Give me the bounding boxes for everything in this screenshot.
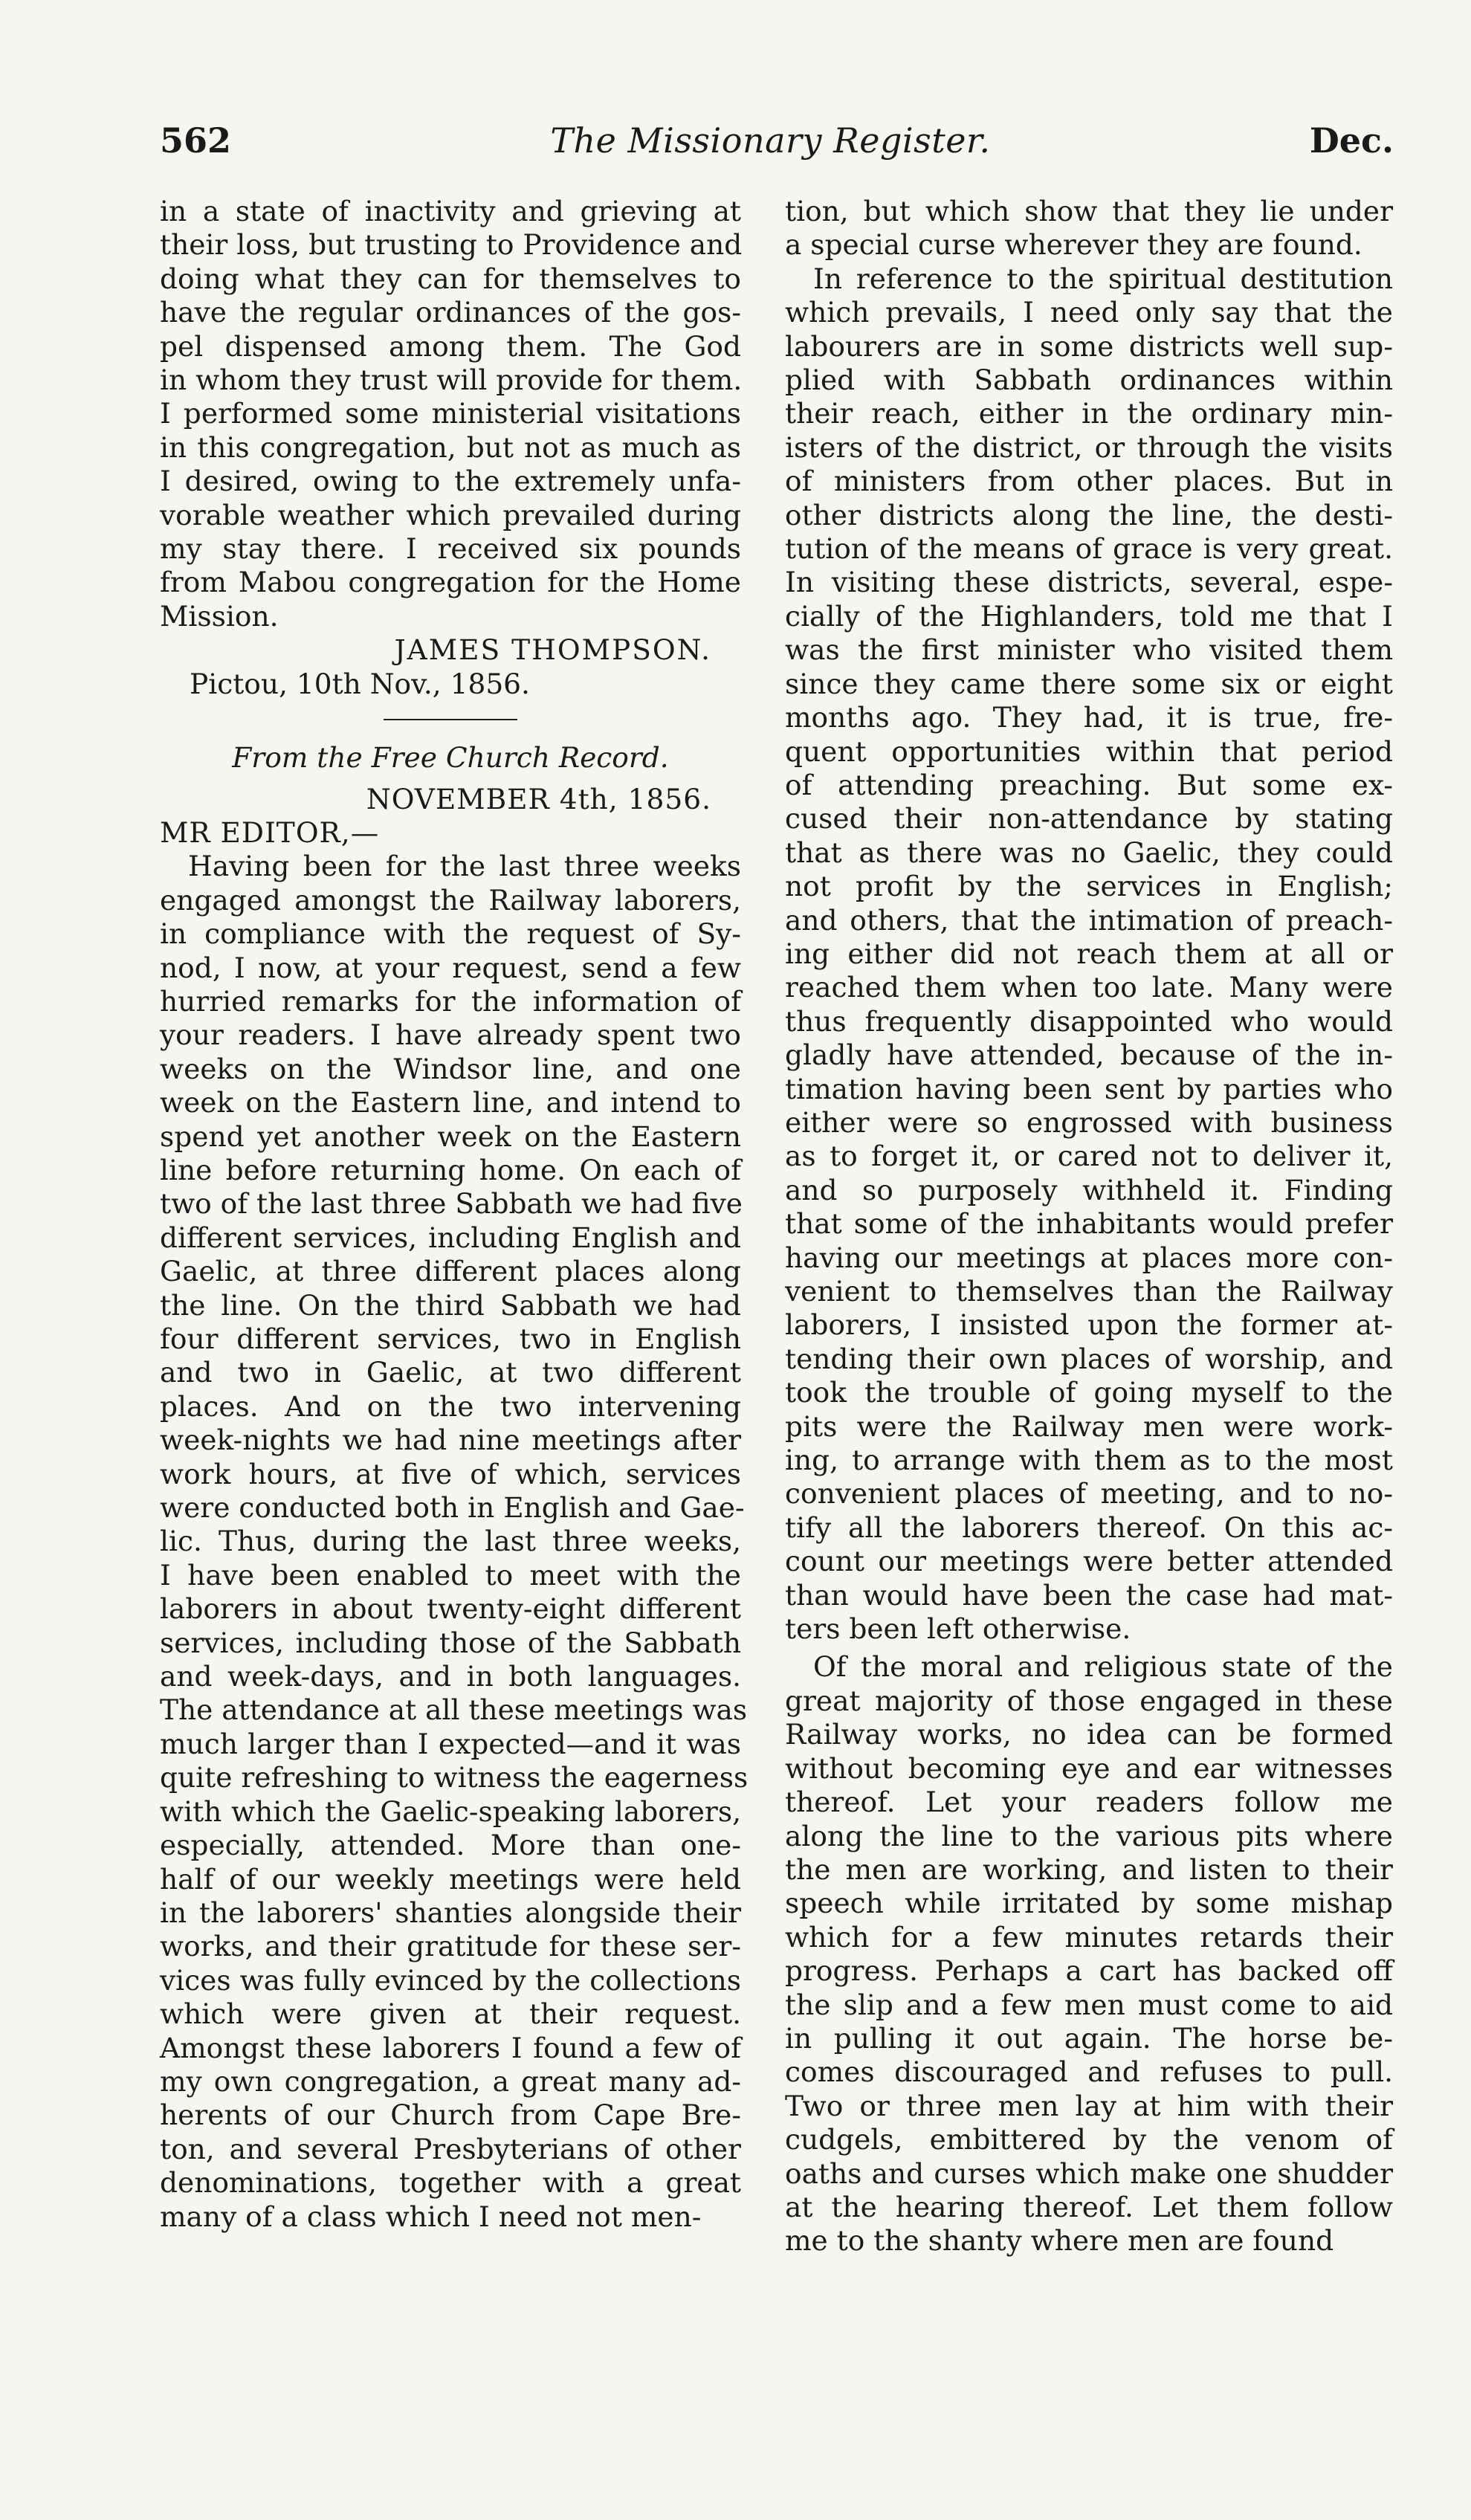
text-line: engaged amongst the Railway laborers, xyxy=(160,883,741,917)
text-line: quent opportunities within that period xyxy=(785,734,1393,768)
text-line: Having been for the last three weeks xyxy=(188,850,741,883)
signature-text: JAMES THOMPSON. xyxy=(394,633,711,667)
text-line: cused their non-attendance by stating xyxy=(785,802,1393,836)
text-line: comes discouraged and refuses to pull. xyxy=(785,2055,1393,2089)
text-line: nod, I now, at your request, send a few xyxy=(160,951,741,984)
text-line: convenient places of meeting, and to no- xyxy=(785,1477,1393,1511)
text-line: tion, but which show that they lie under xyxy=(785,195,1393,227)
text-line: I desired, owing to the extremely unfa- xyxy=(160,465,741,498)
text-line: Railway works, no idea can be formed xyxy=(785,1718,1393,1751)
text-line: ing either did not reach them at all or xyxy=(785,937,1393,970)
text-line: progress. Perhaps a cart has backed off xyxy=(785,1954,1393,1988)
running-head xyxy=(160,120,1394,172)
text-line: and others, that the intimation of preach- xyxy=(785,903,1393,937)
text-line: work hours, at five of which, services xyxy=(160,1457,741,1490)
text-line: cially of the Highlanders, told me that I xyxy=(785,599,1393,633)
text-line: labourers are in some districts well sup- xyxy=(785,329,1393,363)
text-line: services, including those of the Sabbath xyxy=(160,1626,741,1659)
text-line: their reach, either in the ordinary min- xyxy=(785,397,1393,430)
text-line: in the laborers' shanties alongside their xyxy=(160,1896,741,1929)
text-line: isters of the district, or through the visits xyxy=(785,430,1393,464)
signature xyxy=(160,633,741,667)
text-line: was the first minister who visited them xyxy=(785,633,1393,667)
intro-paragraph xyxy=(160,195,741,633)
moral-state-paragraph xyxy=(785,1650,1393,2258)
text-line: in whom they trust will provide for them. xyxy=(160,364,743,397)
text-line: laborers, I insisted upon the former at- xyxy=(785,1308,1393,1342)
text-line: in a state of inactivity and grieving at xyxy=(160,195,741,227)
text-line: not profit by the services in English; xyxy=(785,870,1393,903)
text-line: along the line to the various pits where xyxy=(785,1819,1393,1852)
dateline: NOVEMBER 4th, 1856. xyxy=(366,782,711,815)
text-line: other districts along the line, the desti- xyxy=(785,498,1393,532)
text-line: denominations, together with a great xyxy=(160,2166,741,2200)
text-line: my stay there. I received six pounds xyxy=(160,532,741,566)
text-line: laborers in about twenty-eight different xyxy=(160,1592,741,1626)
text-line: reached them when too late. Many were xyxy=(785,971,1393,1004)
text-line: at the hearing thereof. Let them follow xyxy=(785,2190,1393,2223)
text-line: have the regular ordinances of the gos- xyxy=(160,296,741,329)
left-column xyxy=(160,195,749,2234)
text-line: without becoming eye and ear witnesses xyxy=(785,1751,1393,1785)
text-line: took the trouble of going myself to the xyxy=(785,1376,1393,1409)
text-line: that as there was no Gaelic, they could xyxy=(785,836,1393,869)
right-column xyxy=(785,195,1393,2258)
text-line: which prevails, I need only say that the xyxy=(785,296,1393,329)
text-line: which for a few minutes retards their xyxy=(785,1920,1393,1954)
text-line: my own congregation, a great many ad- xyxy=(160,2064,741,2098)
text-line: hurried remarks for the information of xyxy=(160,984,741,1018)
journal-title: The Missionary Register. xyxy=(550,120,991,161)
text-line: and so purposely withheld it. Finding xyxy=(785,1173,1393,1206)
text-line: spend yet another week on the Eastern xyxy=(160,1120,741,1153)
text-line: plied with Sabbath ordinances within xyxy=(785,364,1393,397)
place-date: Pictou, 10th Nov., 1856. xyxy=(190,667,530,700)
text-line: count our meetings were better attended xyxy=(785,1545,1393,1578)
text-line: herents of our Church from Cape Bre- xyxy=(160,2099,741,2132)
text-line: thereof. Let your readers follow me xyxy=(785,1786,1393,1819)
text-line: me to the shanty where men are found xyxy=(785,2224,1334,2258)
text-line: in this congregation, but not as much as xyxy=(160,430,741,464)
text-line: vorable weather which prevailed during xyxy=(160,498,741,532)
text-line: week-nights we had nine meetings after xyxy=(160,1424,741,1457)
text-line: their loss, but trusting to Providence and xyxy=(160,228,743,262)
text-line: thus frequently disappointed who would xyxy=(785,1004,1393,1038)
text-line: the slip and a few men must come to aid xyxy=(785,1988,1393,2021)
text-line: gladly have attended, because of the in- xyxy=(785,1038,1393,1072)
text-line: months ago. They had, it is true, fre- xyxy=(785,701,1393,734)
text-line: in pulling it out again. The horse be- xyxy=(785,2021,1393,2055)
text-line: In reference to the spiritual destitution xyxy=(813,262,1393,295)
text-line: cudgels, embittered by the venom of xyxy=(785,2123,1393,2156)
text-line: week on the Eastern line, and intend to xyxy=(160,1086,741,1120)
text-line: tify all the laborers thereof. On this ac- xyxy=(785,1511,1393,1544)
text-line: that some of the inhabitants would prefer xyxy=(785,1207,1393,1241)
text-line: four different services, two in English xyxy=(160,1322,741,1355)
text-line: oaths and curses which make one shudder xyxy=(785,2156,1393,2190)
text-line: speech while irritated by some mishap xyxy=(785,1887,1393,1920)
text-line: lic. Thus, during the last three weeks, xyxy=(160,1525,741,1558)
text-line: works, and their gratitude for these ser- xyxy=(160,1930,741,1963)
text-line: much larger than I expected—and it was xyxy=(160,1727,741,1760)
text-line: ters been left otherwise. xyxy=(785,1612,1131,1646)
text-line: tending their own places of worship, and xyxy=(785,1342,1393,1375)
text-line: The attendance at all these meetings was xyxy=(160,1693,748,1727)
text-line: Amongst these laborers I found a few of xyxy=(160,2031,741,2064)
text-line: great majority of those engaged in these xyxy=(785,1684,1393,1717)
page-number: 562 xyxy=(160,120,232,161)
text-line: ton, and several Presbyterians of other xyxy=(160,2132,741,2165)
text-line: ing, to arrange with them as to the most xyxy=(785,1444,1393,1477)
text-line: weeks on the Windsor line, and one xyxy=(160,1052,741,1085)
text-line: as to forget it, or cared not to deliver it, xyxy=(785,1140,1393,1173)
text-line: I performed some ministerial visitations xyxy=(160,397,741,430)
text-line: quite refreshing to witness the eagerness xyxy=(160,1761,749,1794)
text-line: especially, attended. More than one- xyxy=(160,1829,741,1862)
text-line: either were so engrossed with business xyxy=(785,1105,1393,1139)
text-line: the men are working, and listen to their xyxy=(785,1852,1393,1886)
text-line: with which the Gaelic-speaking laborers, xyxy=(160,1794,741,1828)
text-line: two of the last three Sabbath we had five xyxy=(160,1187,743,1221)
text-line: from Mabou congregation for the Home xyxy=(160,566,741,599)
issue-month: Dec. xyxy=(1309,120,1394,161)
text-line: your readers. I have already spent two xyxy=(160,1018,741,1052)
text-line: line before returning home. On each of xyxy=(160,1153,741,1186)
text-line: I have been enabled to meet with the xyxy=(160,1558,741,1592)
text-line: a special curse wherever they are found. xyxy=(785,228,1362,262)
text-line: since they came there some six or eight xyxy=(785,667,1393,700)
text-line: Two or three men lay at him with their xyxy=(785,2089,1393,2122)
text-line: having our meetings at places more con- xyxy=(785,1241,1393,1274)
text-line: half of our weekly meetings were held xyxy=(160,1862,741,1896)
text-line: were conducted both in English and Gae- xyxy=(160,1491,745,1525)
text-line: In visiting these districts, several, espe- xyxy=(785,566,1393,599)
text-line: in compliance with the request of Sy- xyxy=(160,917,741,951)
text-line: venient to themselves than the Railway xyxy=(785,1275,1393,1308)
text-line: doing what they can for themselves to xyxy=(160,262,741,295)
text-line: of attending preaching. But some ex- xyxy=(785,768,1393,801)
destitution-paragraph xyxy=(785,262,1393,1647)
text-line: Mission. xyxy=(160,599,279,633)
text-line: of ministers from other places. But in xyxy=(785,465,1393,498)
text-line: tution of the means of grace is very great. xyxy=(785,532,1393,566)
text-line: pel dispensed among them. The God xyxy=(160,329,741,363)
continuation-paragraph xyxy=(785,195,1393,262)
source-heading: From the Free Church Record. xyxy=(232,741,669,775)
text-line: and two in Gaelic, at two different xyxy=(160,1356,741,1389)
text-line: vices was fully evinced by the collections xyxy=(160,1963,741,1997)
salutation: MR EDITOR,— xyxy=(160,815,380,849)
text-line: many of a class which I need not men- xyxy=(160,2200,702,2233)
text-line: the line. On the third Sabbath we had xyxy=(160,1288,741,1322)
text-line: different services, including English and xyxy=(160,1221,741,1254)
text-line: places. And on the two intervening xyxy=(160,1389,741,1423)
letter-paragraph xyxy=(160,850,749,2234)
section-divider xyxy=(384,719,517,720)
text-line: Of the moral and religious state of the xyxy=(813,1650,1393,1684)
text-line: which were given at their request. xyxy=(160,1997,741,2031)
text-line: than would have been the case had mat- xyxy=(785,1578,1393,1612)
text-line: pits were the Railway men were work- xyxy=(785,1409,1393,1443)
text-line: and week-days, and in both languages. xyxy=(160,1660,741,1693)
text-line: timation having been sent by parties who xyxy=(785,1072,1393,1105)
text-line: Gaelic, at three different places along xyxy=(160,1255,741,1288)
